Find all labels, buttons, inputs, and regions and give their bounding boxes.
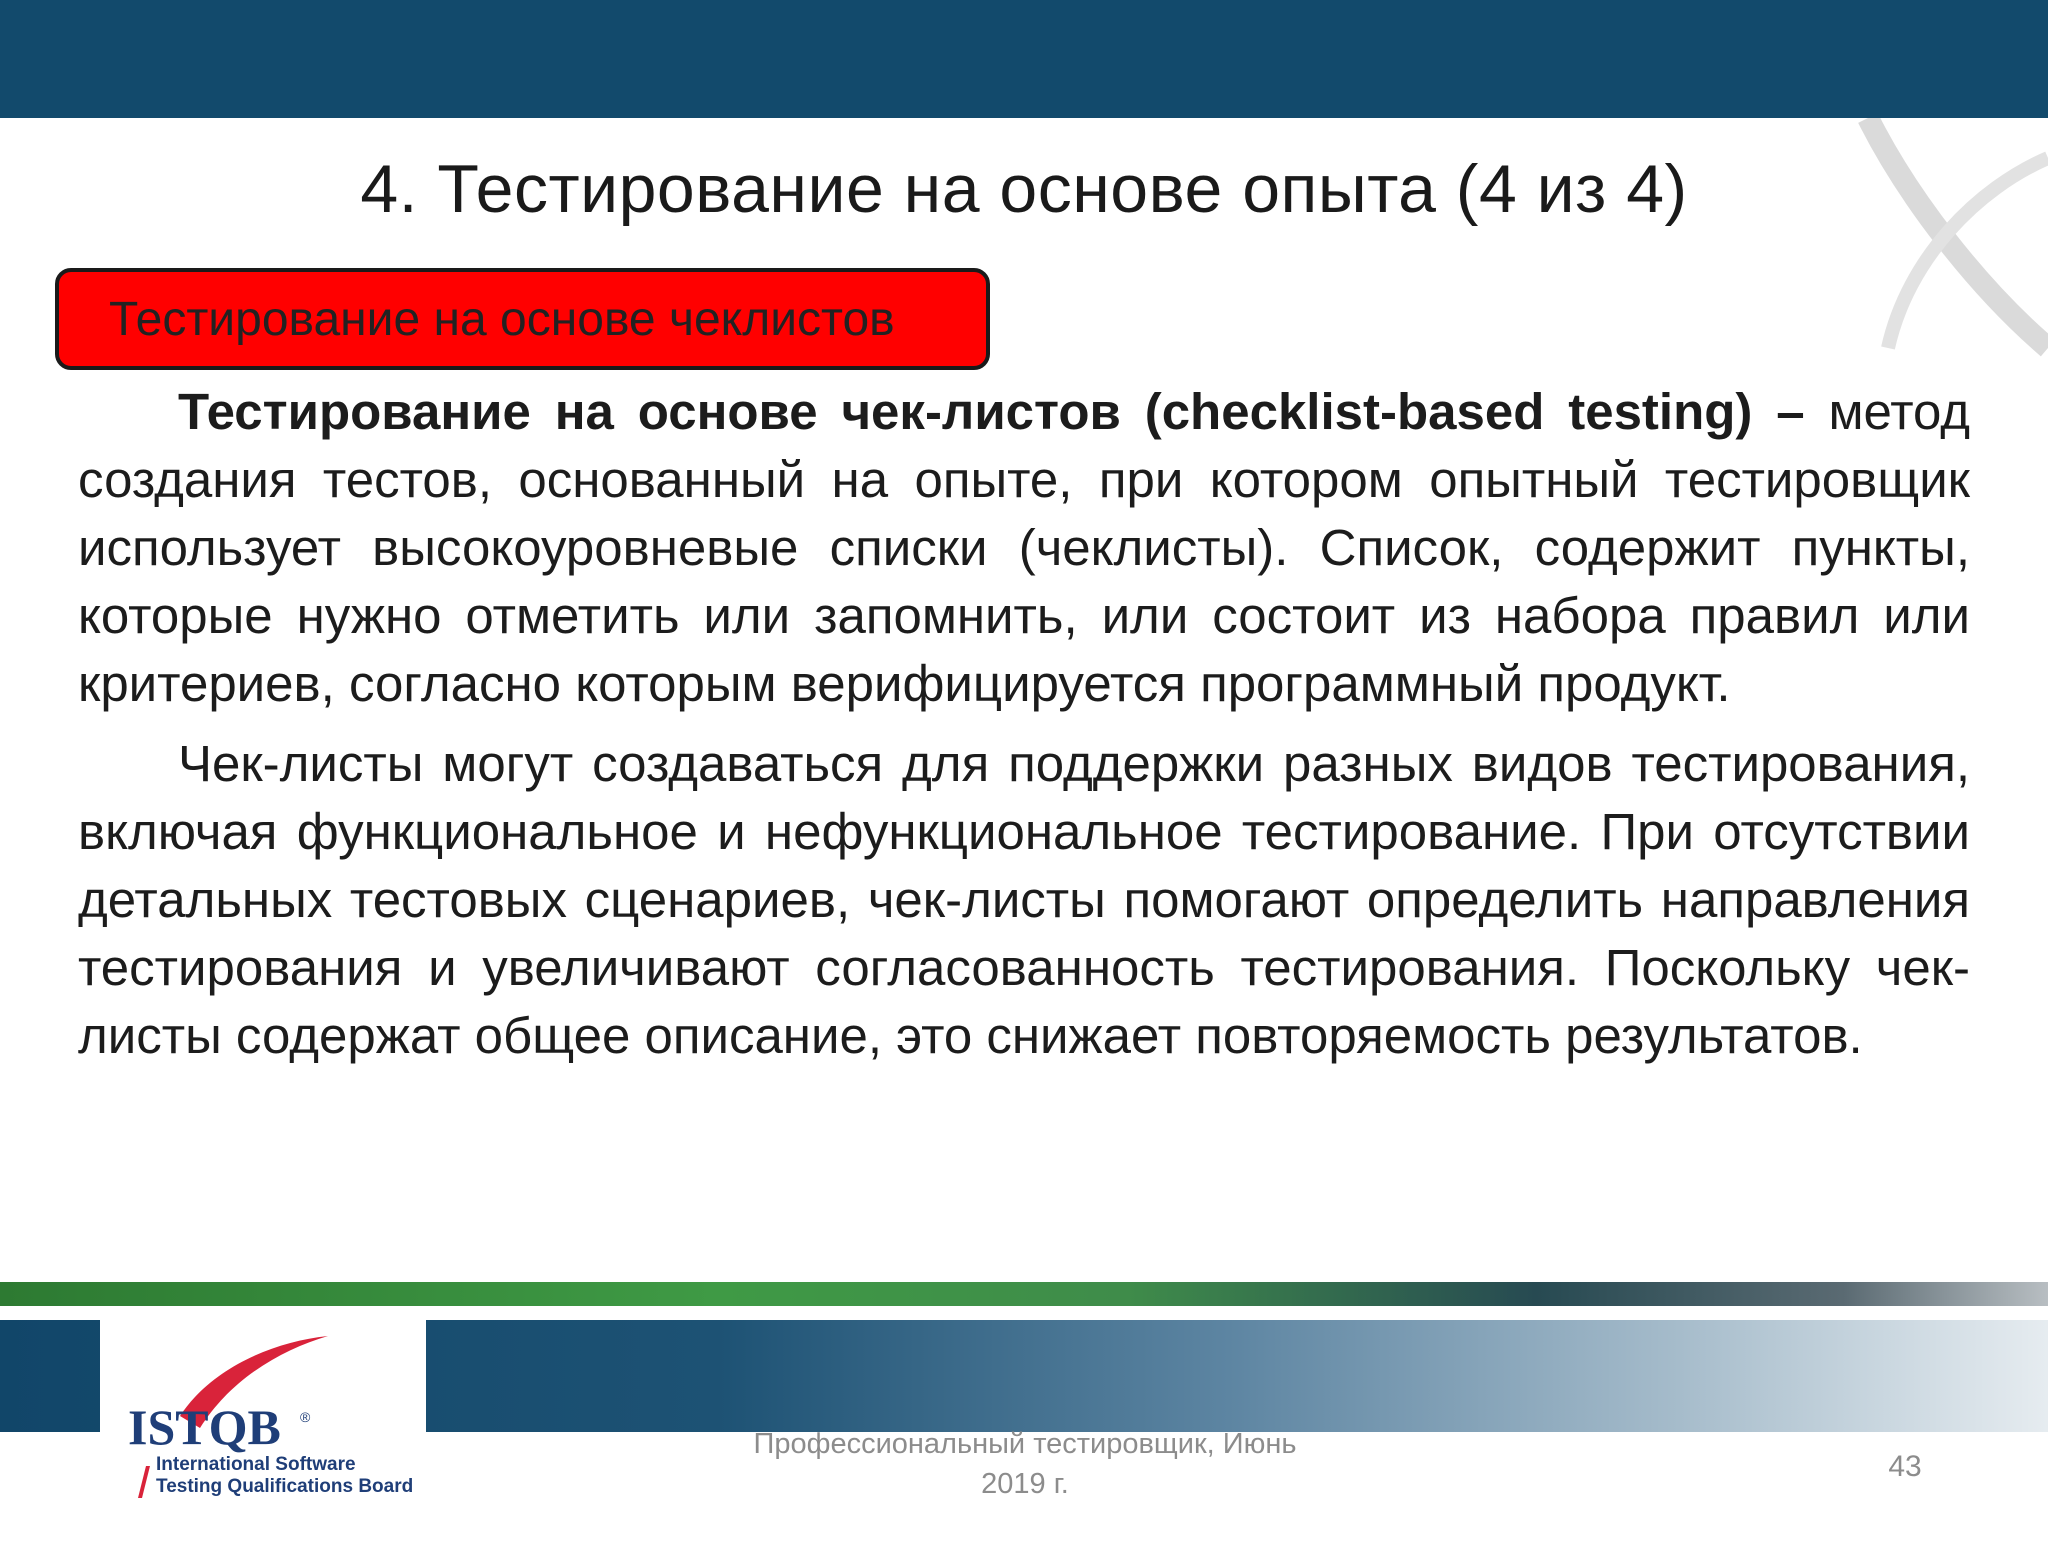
footer-caption-line-2: 2019 г.: [981, 1468, 1069, 1500]
page-number: 43: [1888, 1450, 1922, 1483]
istqb-logo-graphic: [100, 1320, 426, 1536]
logo-line-2: Testing Qualifications Board: [156, 1476, 414, 1497]
logo-wordmark: ISTQB: [128, 1399, 281, 1455]
footer-caption: [700, 1424, 1350, 1504]
slide-title: 4. Тестирование на основе опыта (4 из 4): [360, 151, 1688, 227]
definition-term: Тестирование на основе чек-листов (checklist-based testing) –: [178, 383, 1805, 440]
definition-text: метод создания тестов, основанный на опыте, при котором опытный тестировщик использует высокоуровневые списки (чеклисты). Список, содержит пункты, которые нужно отметить или запомнить, или состоит из набора правил или критериев, согласно которым верифицируется программный продукт.: [78, 383, 1970, 712]
paragraph-usage: Чек-листы могут создаваться для поддержки разных видов тестирования, включая функциональное и нефункциональное тестирование. При отсутствии детальных тестовых сценариев, чек-листы помогают определить направления тестирования и увеличивают согласованность тестирования. Поскольку чек-листы содержат общее описание, это снижает повторяемость результатов.: [78, 735, 1970, 1064]
section-tag: [55, 268, 990, 370]
section-tag-label: Тестирование на основе чеклистов: [109, 292, 895, 346]
istqb-logo: [100, 1320, 426, 1536]
header-band: [0, 0, 2048, 118]
footer-caption-line-1: Профессиональный тестировщик, Июнь: [753, 1428, 1297, 1460]
paragraph-definition: [78, 378, 1970, 718]
logo-line-1: International Software: [156, 1454, 356, 1475]
slide-body: [78, 378, 1970, 1082]
footer-stripe: [0, 1282, 2048, 1306]
logo-registered-mark: ®: [300, 1409, 311, 1425]
